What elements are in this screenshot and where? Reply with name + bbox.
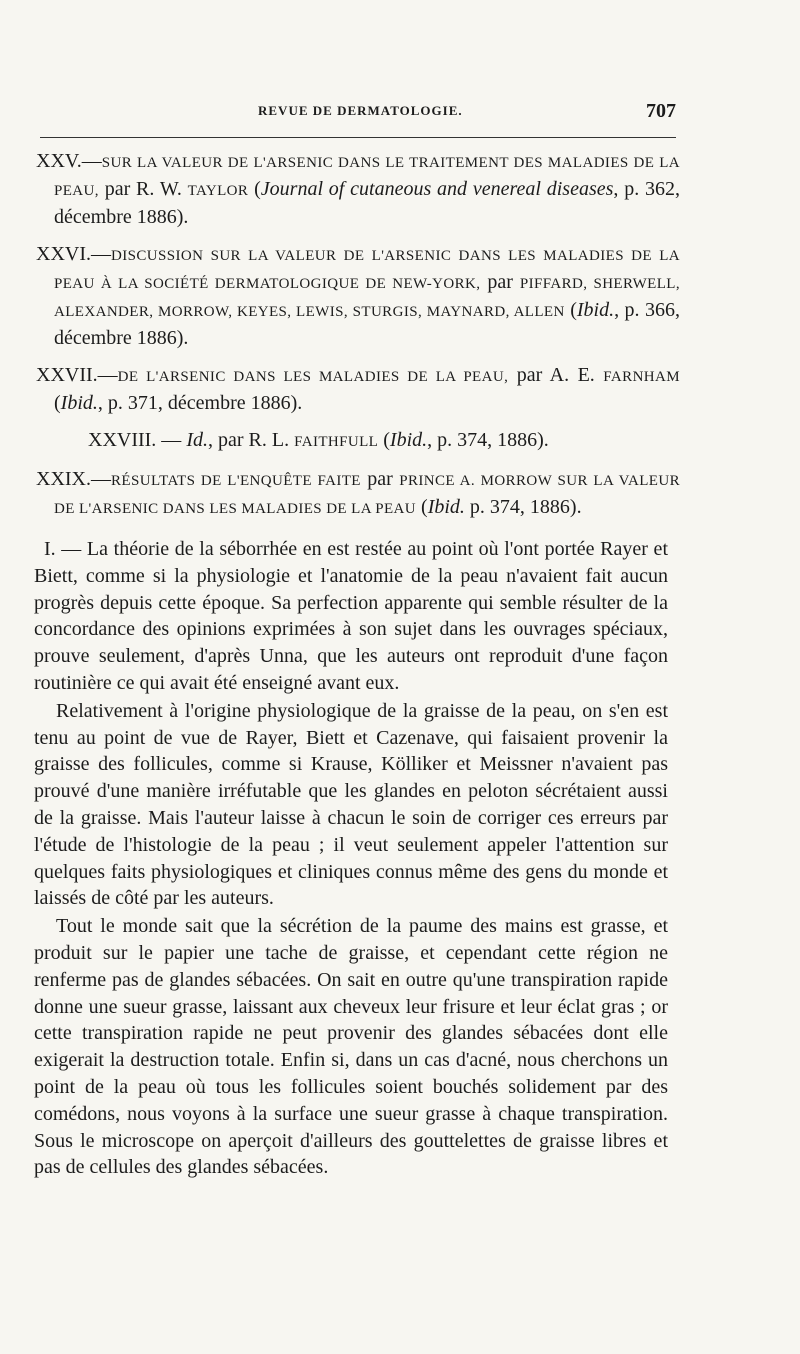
- reference-item: XXVI.—DISCUSSION SUR LA VALEUR DE L'ARSENIC DANS LES MALADIES DE LA PEAU À LA SOCIÉTÉ DERMATOLOGIQUE DE NEW-YORK, par PIFFARD, SHERWELL, ALEXANDER, MORROW, KEYES, LEWIS, STURGIS, MAYNARD, ALLEN (Ibid., p. 366, décembre 1886).: [36, 243, 680, 349]
- running-title: REVUE DE DERMATOLOGIE.: [258, 103, 463, 118]
- paragraph: I. — La théorie de la séborrhée en est restée au point où l'ont portée Rayer et Biett, comme si la physiologie et l'anatomie de la peau n'avaient fait aucun progrès depuis cette époque. Sa perfection apparente qui semble résulter de la concordance des opinions exprimées à son sujet dans les ouvrages spéciaux, prouve seulement, d'après Unna, que les auteurs ont reproduit d'une façon routinière ce qui avait été enseigné avant eux.: [34, 538, 668, 694]
- page-header: [48, 100, 676, 127]
- page-number: 707: [646, 100, 676, 122]
- reference-item: XXVIII. — Id., par R. L. FAITHFULL (Ibid., p. 374, 1886).: [88, 429, 549, 451]
- reference-item: XXIX.—RÉSULTATS DE L'ENQUÊTE FAITE par PRINCE A. MORROW SUR LA VALEUR DE L'ARSENIC DANS LES MALADIES DE LA PEAU (Ibid. p. 374, 1886).: [36, 468, 680, 518]
- paragraph: Tout le monde sait que la sécrétion de la paume des mains est grasse, et produit sur le papier une tache de graisse, et cependant cette région ne renferme pas de glandes sébacées. On sait en outre qu'une transpiration rapide donne une sueur grasse, laissant aux cheveux leur frisure et leur éclat gras ; or cette transpiration rapide ne peut provenir des glandes sébacées dont elle exigerait la destruction totale. Enfin si, dans un cas d'acné, nous cherchons un point de la peau où tous les follicules soient bouchés solidement par des comédons, nous voyons à la surface une sueur grasse à chaque transpiration. Sous le microscope on aperçoit d'ailleurs des gouttelettes de graisse libres et pas de cellules des glandes sébacées.: [34, 915, 668, 1179]
- body-text: [34, 536, 668, 1182]
- reference-item: XXVII.—DE L'ARSENIC DANS LES MALADIES DE LA PEAU, par A. E. FARNHAM (Ibid., p. 371, décembre 1886).: [36, 364, 680, 414]
- paragraph: Relativement à l'origine physiologique de la graisse de la peau, on s'en est tenu au point de vue de Rayer, Biett et Cazenave, qui faisaient provenir la graisse des follicules, comme si Krause, Kölliker et Meissner n'avaient pas prouvé d'une manière irréfutable que les glandes en peloton sécrétaient aussi de la graisse. Mais l'auteur laisse à chacun le soin de corriger ces erreurs par l'étude de l'histologie de la peau ; il veut seulement appeler l'attention sur quelques faits physiologiques et cliniques connus même des gens du monde et laissés de côté par les auteurs.: [34, 699, 668, 910]
- header-rule: [40, 137, 676, 138]
- reference-item: XXV.—SUR LA VALEUR DE L'ARSENIC DANS LE TRAITEMENT DES MALADIES DE LA PEAU, par R. W. TAYLOR (Journal of cutaneous and venereal diseases, p. 362, décembre 1886).: [36, 150, 681, 228]
- reference-list: [36, 148, 680, 533]
